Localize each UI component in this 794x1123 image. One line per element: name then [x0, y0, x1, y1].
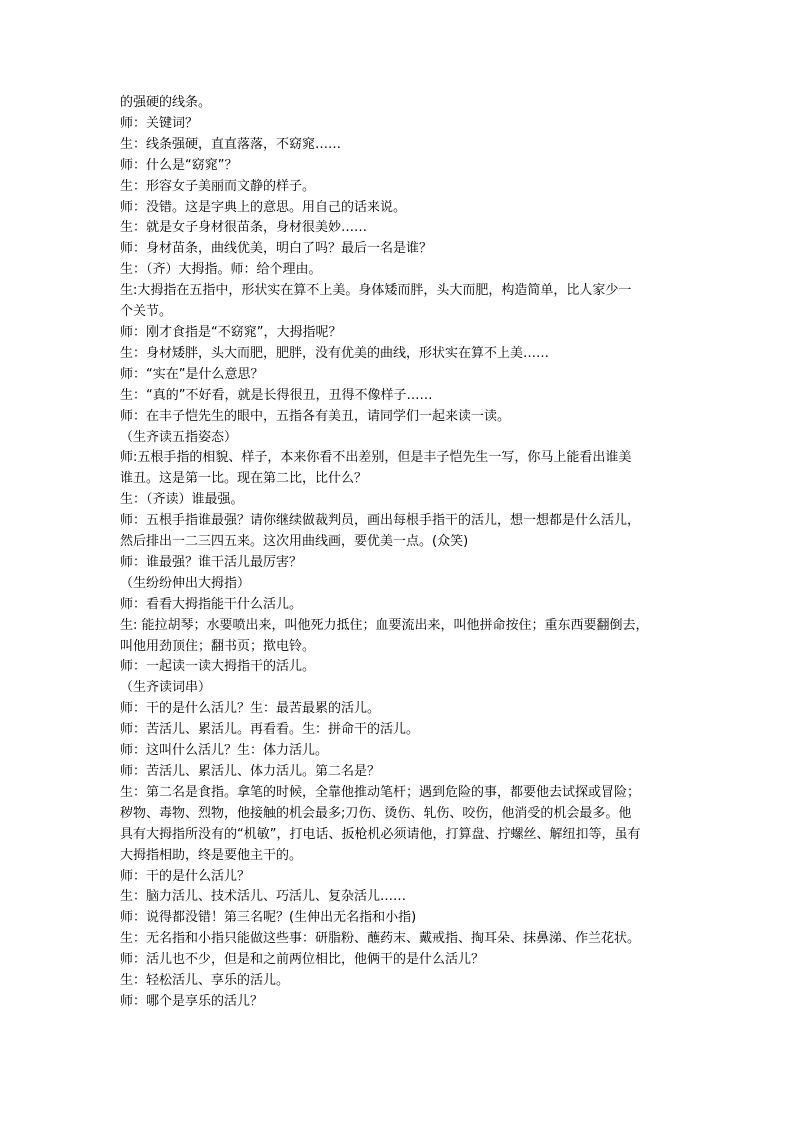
text-line: 师：这叫什么活儿？生：体力活儿。	[120, 743, 329, 759]
text-line: 师：五根手指谁最强？请你继续做裁判员，画出每根手指干的活儿，想一想都是什么活儿，	[120, 513, 641, 529]
text-line: 生:大拇指在五指中，形状实在算不上美。身体矮而胖，头大而肥，构造简单，比人家少一	[120, 283, 632, 299]
text-line: （生纷纷伸出大拇指）	[120, 575, 251, 591]
text-line: 师：没错。这是字典上的意思。用自己的话来说。	[120, 199, 407, 215]
text-line: 生：无名指和小指只能做这些事：研脂粉、蘸药末、戴戒指、掏耳朵、抹鼻涕、作兰花状。	[120, 931, 641, 947]
text-line: 师：活儿也不少，但是和之前两位相比，他俩干的是什么活儿？	[120, 952, 485, 968]
text-line: 师：在丰子恺先生的眼中，五指各有美丑，请同学们一起来读一读。	[120, 408, 511, 424]
text-line: （生齐读词串）	[120, 680, 212, 696]
text-line: 师：苦活儿、累活儿、体力活儿。第二名是？	[120, 764, 381, 779]
text-line: 师：看看大拇指能干什么活儿。	[120, 596, 303, 612]
text-line: 师：一起读一读大拇指干的活儿。	[120, 659, 316, 675]
text-line: 生：就是女子身材很苗条，身材很美妙……	[120, 220, 368, 236]
text-line: 然后排出一二三四五来。这次用曲线画，要优美一点。(众笑)	[120, 534, 469, 550]
text-line: 师：什么是“窈窕”？	[120, 157, 238, 173]
text-line: 生：身材矮胖，头大而肥，肥胖，没有优美的曲线，形状实在算不上美……	[120, 345, 550, 361]
text-line: 师：苦活儿、累活儿。再看看。生：拼命干的活儿。	[120, 722, 420, 738]
text-line: 师：刚才食指是“不窈窕”，大拇指呢？	[120, 324, 342, 340]
text-line: 秽物、毒物、烈物，他接触的机会最多;刀伤、烫伤、轧伤、咬伤，他消受的机会最多。他	[120, 805, 632, 821]
text-line: （生齐读五指姿态）	[120, 429, 238, 445]
text-line: 师：哪个是享乐的活儿？	[120, 993, 264, 1009]
text-line: 师：身材苗条，曲线优美，明白了吗？最后一名是谁？	[120, 241, 433, 257]
text-line: 大拇指相助，终是要他主干的。	[120, 847, 303, 863]
text-line: 师：干的是什么活儿？	[120, 868, 251, 884]
text-line: 生: 能拉胡琴；水要喷出来，叫他死力抵住；血要流出来，叫他拼命按住；重东西要翻倒去，	[120, 617, 649, 633]
text-line: 生：（齐读）谁最强。	[120, 492, 244, 508]
text-line: 叫他用劲顶住；翻书页；揿电铃。	[120, 638, 316, 654]
text-line: 生：（齐）大拇指。师：给个理由。	[120, 262, 322, 278]
text-line: 师:五根手指的相貌、样子，本来你看不出差别，但是丰子恺先生一写，你马上能看出谁美	[120, 450, 632, 466]
text-line: 生：轻松活儿、享乐的活儿。	[120, 973, 290, 989]
text-line: 生：“真的”不好看，就是长得很丑，丑得不像样子……	[120, 387, 433, 403]
text-line: 生：脑力活儿、技术活儿、巧活儿、复杂活儿……	[120, 889, 407, 905]
text-line: 生：形容女子美丽而文静的样子。	[120, 178, 316, 194]
text-line: 谁丑。这是第一比。现在第二比，比什么？	[120, 471, 368, 487]
text-line: 师：干的是什么活儿？生：最苦最累的活儿。	[120, 701, 381, 717]
document-body	[120, 93, 680, 1013]
text-line: 生：第二名是食指。拿笔的时候，全靠他推动笔杆；遇到危险的事，都要他去试探或冒险；	[120, 784, 641, 800]
text-line: 的强硬的线条。	[120, 95, 212, 110]
text-line: 师：说得都没错！第三名呢？(生伸出无名指和小指)	[120, 910, 417, 926]
text-line: 师：“实在”是什么意思？	[120, 366, 264, 382]
text-line: 生：线条强硬，直直落落，不窈窕……	[120, 136, 342, 152]
text-line: 师：关键词？	[120, 115, 199, 131]
text-line: 具有大拇指所没有的“机敏”，打电话、扳枪机必须请他，打算盘、拧螺丝、解纽扣等，虽有	[120, 826, 641, 842]
text-line: 师：谁最强？谁干活儿最厉害？	[120, 554, 303, 570]
text-line: 个关节。	[120, 304, 173, 320]
